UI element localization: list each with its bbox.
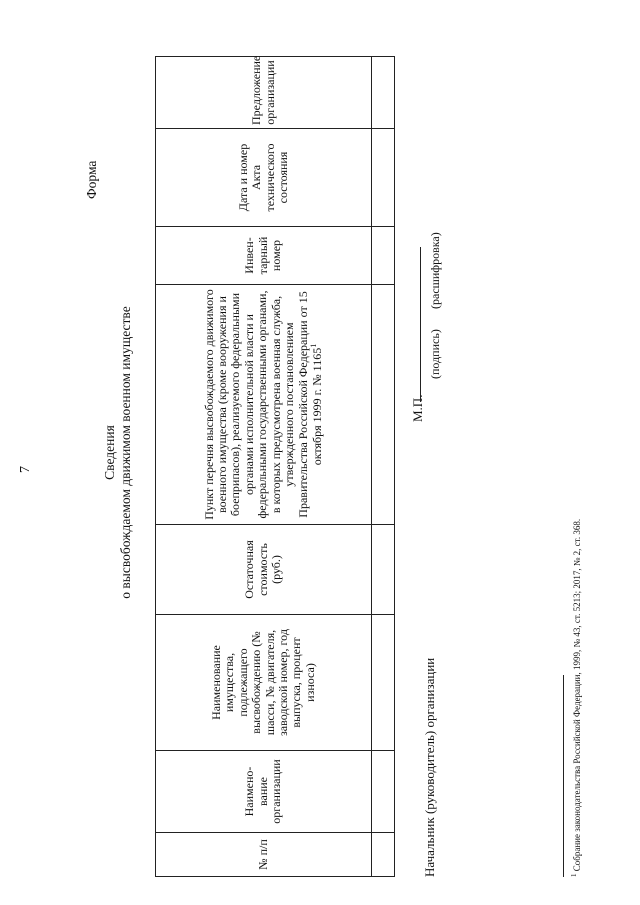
footnote-text: Собрание законодательства Российской Федерации, 1999, № 43, ст. 5213; 2017, № 2, ст. 368. [572, 518, 582, 872]
table-cell[interactable] [372, 615, 395, 751]
col-property-name-header: Наименование имущества, подлежащего высвобождению (№ шасси, № двигателя, заводской номер, год выпуска, процент износа) [156, 615, 372, 751]
col-inventory-number-header: Инвен-тарный номер [156, 227, 372, 285]
col-proposal-header: Предложение организации [156, 57, 372, 129]
table-cell[interactable] [372, 129, 395, 227]
col-organization-name-header: Наимено-вание организации [156, 751, 372, 833]
stamp-label: М.П. [410, 394, 425, 422]
footnote-number: 1 [570, 873, 578, 877]
footnote [570, 519, 582, 877]
col-list-item-header [156, 285, 372, 525]
signature-caption: (подпись) [428, 329, 442, 379]
signature-line[interactable] [420, 247, 421, 402]
table-cell[interactable] [372, 751, 395, 833]
footnote-divider [563, 675, 564, 877]
col-number-header: № п/п [156, 833, 372, 877]
decryption-caption: (расшифровка) [428, 232, 442, 309]
footnote-mark: 1 [309, 343, 319, 348]
table-empty-row [372, 57, 395, 877]
page-number: 7 [18, 466, 33, 473]
table-cell[interactable] [372, 525, 395, 615]
position-label: Начальник (руководитель) организации [422, 657, 437, 877]
document-title: Сведения [102, 425, 117, 480]
table-cell[interactable] [372, 227, 395, 285]
table-cell[interactable] [372, 285, 395, 525]
table-cell[interactable] [372, 833, 395, 877]
property-table [155, 56, 395, 877]
list-item-text: Пункт перечня высвобождаемого движимого военного имущества (кроме вооружения и боеприпасов), реализуемого федеральными органами исполнительной власти и федеральными государственными органами, в которых предусмотрена военная служба, утвержденного постановлением Правительства Российской Федерации от 15 октября 1999 г. № 1165 [201, 289, 325, 520]
table-header-row [156, 57, 372, 877]
table-cell[interactable] [372, 57, 395, 129]
col-residual-value-header: Остаточная стоимость (руб.) [156, 525, 372, 615]
document-subtitle: о высвобождаемом движимом военном имуществе [118, 306, 133, 599]
form-label: Форма [84, 160, 99, 199]
signature-block [402, 37, 442, 877]
col-act-date-header: Дата и номер Акта технического состояния [156, 129, 372, 227]
